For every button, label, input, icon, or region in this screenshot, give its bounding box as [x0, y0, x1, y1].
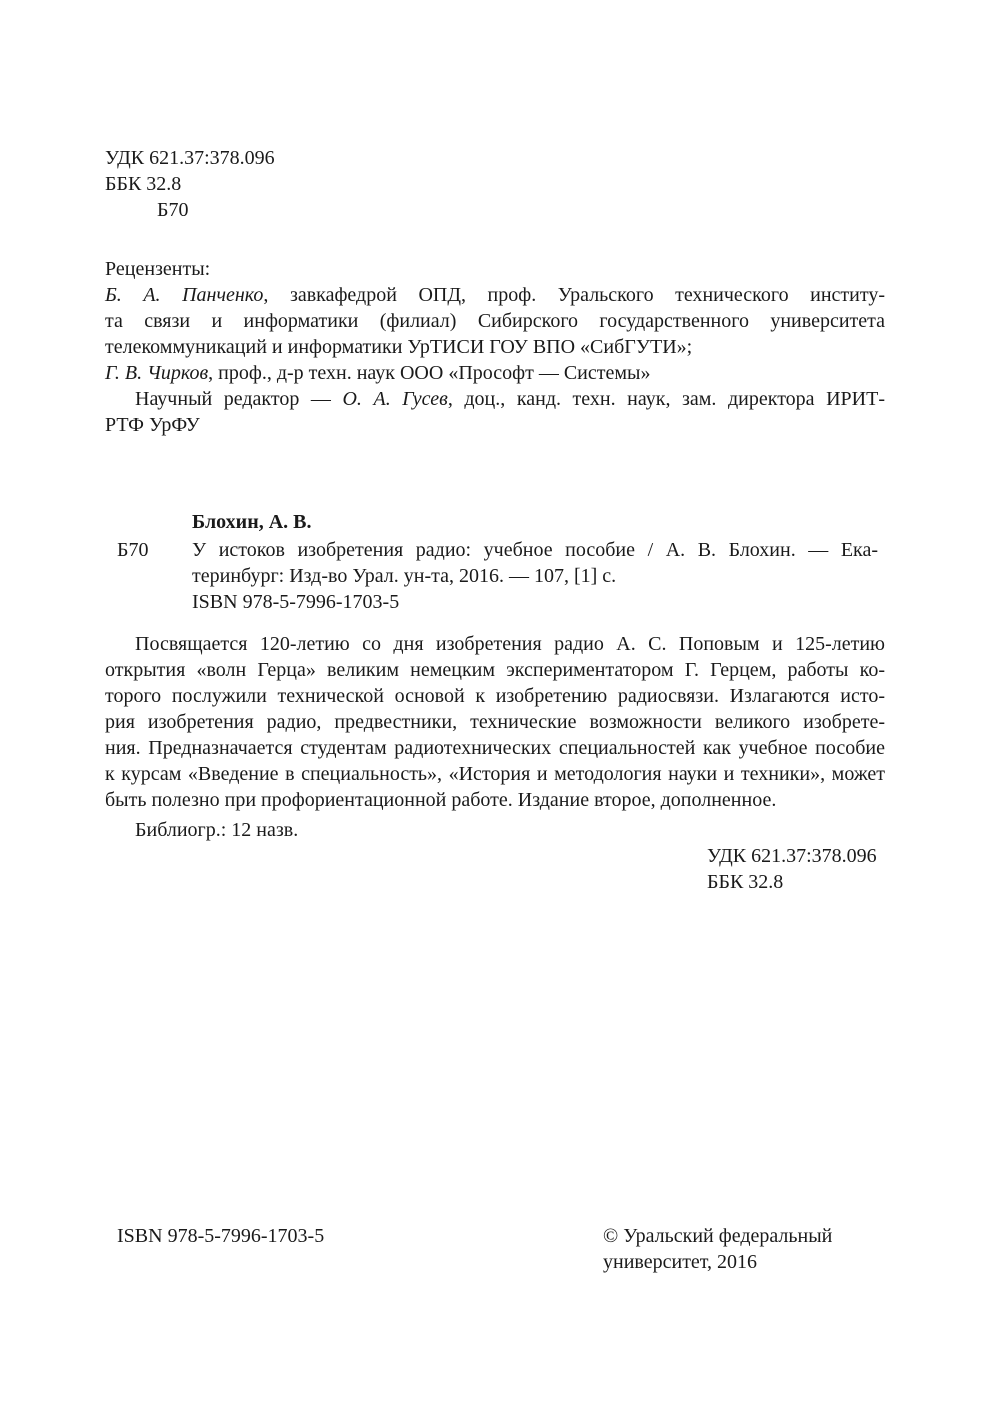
- bib-author-mark: Б70: [117, 539, 149, 561]
- bib-title-line-1: У истоков изобретения радио: учебное пособие / А. В. Блохин. — Ека-: [192, 539, 878, 561]
- author-heading: Блохин, А. В.: [192, 511, 312, 533]
- reviewer-1-line-1: [105, 282, 885, 308]
- abstract-line: торого послужили технической основой к изобретению радиосвязи. Излагаются исто-: [105, 685, 885, 707]
- copyright-line-2: университет, 2016: [603, 1251, 758, 1273]
- editor-prefix: Научный редактор —: [135, 388, 343, 410]
- abstract-line: быть полезно при профориентационной работе. Издание второе, дополненное.: [105, 789, 777, 811]
- reviewer-2-affiliation: , проф., д-р техн. наук ООО «Прософт — Системы»: [208, 362, 651, 384]
- reviewer-2-name: Г. В. Чирков: [105, 362, 209, 384]
- reviewer-1-line-2: та связи и информатики (филиал) Сибирского государственного университета: [105, 310, 885, 332]
- reviewer-2: [105, 360, 885, 386]
- bbk-code-right: ББК 32.8: [707, 871, 784, 893]
- classification-block-right: [707, 843, 877, 895]
- abstract-line: Посвящается 120-летию со дня изобретения радио А. С. Поповым и 125-летию: [135, 633, 885, 655]
- bibliographic-record: [192, 537, 878, 615]
- bib-isbn: ISBN 978-5-7996-1703-5: [192, 591, 400, 613]
- reviewer-1-name: Б. А. Панченко: [105, 284, 264, 306]
- abstract-line: открытия «волн Герца» великим немецким экспериментатором Г. Герцем, работы ко-: [105, 659, 885, 681]
- abstract-line: к курсам «Введение в специальность», «История и методология науки и техники», может: [105, 763, 885, 785]
- author-mark: Б70: [157, 199, 189, 221]
- abstract: [105, 631, 885, 813]
- bbk-code: ББК 32.8: [105, 173, 182, 195]
- isbn-footer: ISBN 978-5-7996-1703-5: [117, 1225, 325, 1247]
- editor-line-1: [105, 386, 885, 412]
- abstract-line: рия изобретения радио, предвестники, технические возможности великого изобрете-: [105, 711, 885, 733]
- reviewer-1-affiliation: , завкафедрой ОПД, проф. Уральского технического институ-: [263, 284, 885, 306]
- copyright-line-1: © Уральский федеральный: [603, 1225, 833, 1247]
- reviewers-block: [105, 256, 885, 438]
- copyright-notice: [603, 1223, 832, 1275]
- udk-code-right: УДК 621.37:378.096: [707, 845, 877, 867]
- bib-title-line-2: теринбург: Изд-во Урал. ун-та, 2016. — 107, [1] с.: [192, 565, 617, 587]
- reviewer-1-line-3: телекоммуникаций и информатики УрТИСИ ГОУ ВПО «СибГУТИ»;: [105, 336, 693, 358]
- bibliography-count: Библиогр.: 12 назв.: [135, 819, 299, 841]
- editor-name: О. А. Гусев: [342, 388, 448, 410]
- editor-line-2: РТФ УрФУ: [105, 414, 200, 436]
- udk-code: УДК 621.37:378.096: [105, 147, 275, 169]
- editor-affiliation: , доц., канд. техн. наук, зам. директора ИРИТ-: [447, 388, 885, 410]
- abstract-line: ния. Предназначается студентам радиотехнических специальностей как учебное пособие: [105, 737, 885, 759]
- classification-block: [105, 145, 275, 223]
- reviewers-heading: Рецензенты:: [105, 258, 211, 280]
